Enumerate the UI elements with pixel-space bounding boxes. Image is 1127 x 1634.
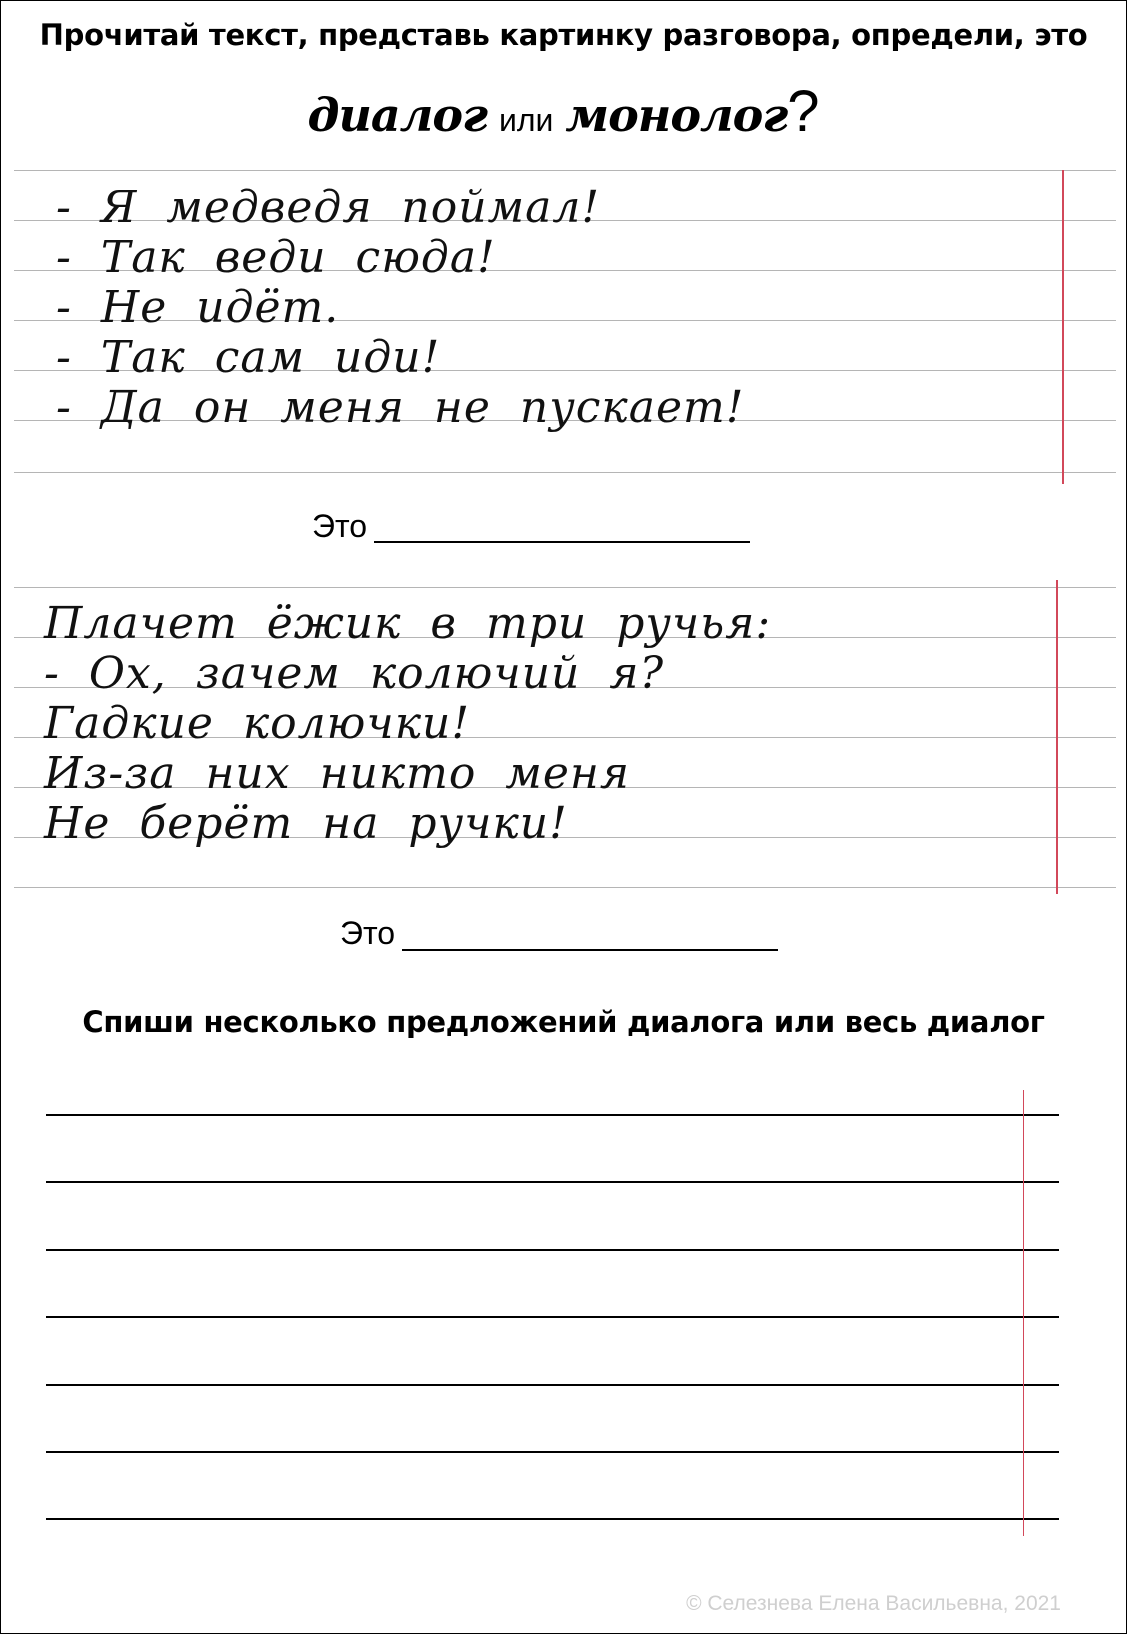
option-dialog: диалог	[307, 88, 487, 142]
text2-line: - Ох, зачем колючий я?	[44, 648, 665, 699]
writing-margin-line	[1023, 1090, 1024, 1536]
text2-answer-label: Это	[340, 915, 396, 951]
text1-line: - Так веди сюда!	[56, 232, 496, 283]
text1-margin-line	[1062, 170, 1064, 484]
text2-answer-blank[interactable]	[402, 949, 778, 951]
ruling-line	[14, 170, 1116, 171]
question-line	[0, 78, 1127, 145]
text2-margin-line	[1056, 580, 1058, 894]
text1-line: - Да он меня не пускает!	[56, 382, 745, 433]
text1-line: - Я медведя поймал!	[56, 182, 601, 233]
text2-line: Гадкие колючки!	[44, 698, 471, 749]
text2-line: Из-за них никто меня	[44, 748, 631, 799]
question-mark: ?	[787, 79, 820, 144]
text1-answer-label: Это	[312, 508, 368, 544]
or-word: или	[498, 102, 554, 138]
text1-line: - Не идёт.	[56, 282, 340, 333]
writing-line[interactable]	[46, 1316, 1059, 1318]
text2-line: Не берёт на ручки!	[44, 798, 568, 849]
writing-line[interactable]	[46, 1451, 1059, 1453]
option-monolog: монолог	[565, 88, 788, 142]
text2-line: Плачет ёжик в три ручья:	[44, 598, 772, 649]
copyright-notice: © Селезнева Елена Васильевна, 2021	[686, 1592, 1061, 1615]
writing-line[interactable]	[46, 1249, 1059, 1251]
text1-answer-blank[interactable]	[374, 541, 750, 543]
ruling-line	[14, 587, 1116, 588]
writing-line[interactable]	[46, 1518, 1059, 1520]
page-title: Прочитай текст, представь картинку разговора, определи, это	[39, 18, 1088, 52]
text1-line: - Так сам иди!	[56, 332, 441, 383]
ruling-line	[14, 472, 1116, 473]
writing-line[interactable]	[46, 1384, 1059, 1386]
writing-line[interactable]	[46, 1114, 1059, 1116]
copy-task-instruction: Спиши несколько предложений диалога или весь диалог	[82, 1005, 1045, 1039]
ruling-line	[14, 887, 1116, 888]
writing-line[interactable]	[46, 1181, 1059, 1183]
